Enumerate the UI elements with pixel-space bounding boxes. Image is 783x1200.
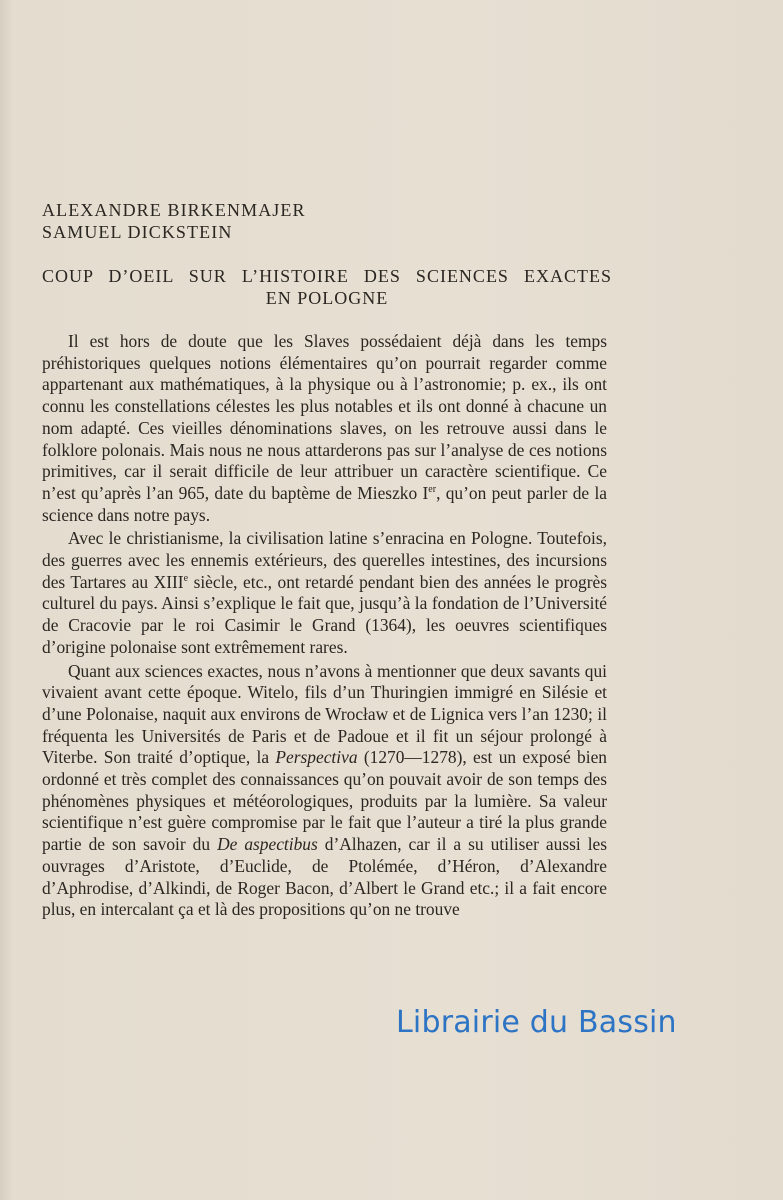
superscript: e: [183, 572, 189, 584]
paragraph: [42, 661, 607, 921]
text-run: Avec le christianisme, la civilisation latine s’enracina en Pologne. Toutefois, des guerres avec les ennemis extérieurs, des querelles intestines, des incursions des Tartares au XIII: [42, 528, 607, 592]
text-run: (1270—1278), est un exposé bien ordonné et très complet des connaissances qu’on pouvait avoir de son temps des phénomènes physiques et météorologiques, produits par la lumière. Sa valeur scientifique n’est guère compromise par le fait que l’auteur a tiré la plus grande partie de son savoir du: [42, 747, 607, 855]
title-line: COUP D’OEIL SUR L’HISTOIRE DES SCIENCES EXACTES: [42, 266, 612, 286]
text-run: Quant aux sciences exactes, nous n’avons à mentionner que deux savants qui vivaient avant cette époque. Witelo, fils d’un Thuringien immigré en Silésie et d’une Polonaise, naquit aux environs de Wrocław et de Lignica vers l’an 1230; il fréquenta les Universités de Paris et de Padoue et il fit un séjour prolongé à Viterbe. Son traité d’optique, la: [42, 660, 607, 768]
paragraph: [42, 331, 607, 526]
watermark: Librairie du Bassin: [396, 1005, 677, 1040]
author-list: [42, 199, 306, 243]
text-run: , qu’on peut parler de la science dans notre pays.: [42, 482, 607, 525]
text-run: d’Alhazen, car il a su utiliser aussi les ouvrages d’Aristote, d’Euclide, de Ptolémée, d’Héron, d’Alexandre d’Aphrodise, d’Alkindi, de Roger Bacon, d’Albert le Grand etc.; il a fait encore plus, en intercalant ça et là des propositions qu’on ne trouve: [42, 834, 608, 920]
title-line: EN POLOGNE: [265, 288, 389, 308]
author-name: ALEXANDRE BIRKENMAJER: [42, 200, 306, 220]
superscript: er: [428, 483, 437, 495]
text-run: Il est hors de doute que les Slaves possédaient déjà dans les temps préhistoriques quelques notions élémentaires qu’on pourrait regarder comme appartenant aux mathématiques, à la physique ou à l’astronomie; p. ex., ils ont connu les constellations célestes les plus notables et ils ont donné à chacune un nom adapté. Ces vieilles dénominations slaves, on les retrouve aussi dans le folklore polonais. Mais nous ne nous attarderons pas sur l’analyse de ces notions primitives, car il serait difficile de leur attribuer un caractère scientifique. Ce n’est qu’après l’an 965, date du baptème de Mieszko I: [42, 331, 607, 503]
italic-title: Perspectiva: [275, 747, 358, 768]
author-name: SAMUEL DICKSTEIN: [42, 222, 233, 242]
article-title: [42, 265, 612, 309]
italic-title: De aspectibus: [217, 834, 318, 855]
text-run: siècle, etc., ont retardé pendant bien des années le progrès culturel du pays. Ainsi s’explique le fait que, jusqu’à la fondation de l’Université de Cracovie par le roi Casimir le Grand (1364), les oeuvres scientifiques d’origine polonaise sont extrêmement rares.: [42, 571, 607, 657]
paragraph: [42, 528, 607, 658]
article-body: [42, 331, 607, 921]
